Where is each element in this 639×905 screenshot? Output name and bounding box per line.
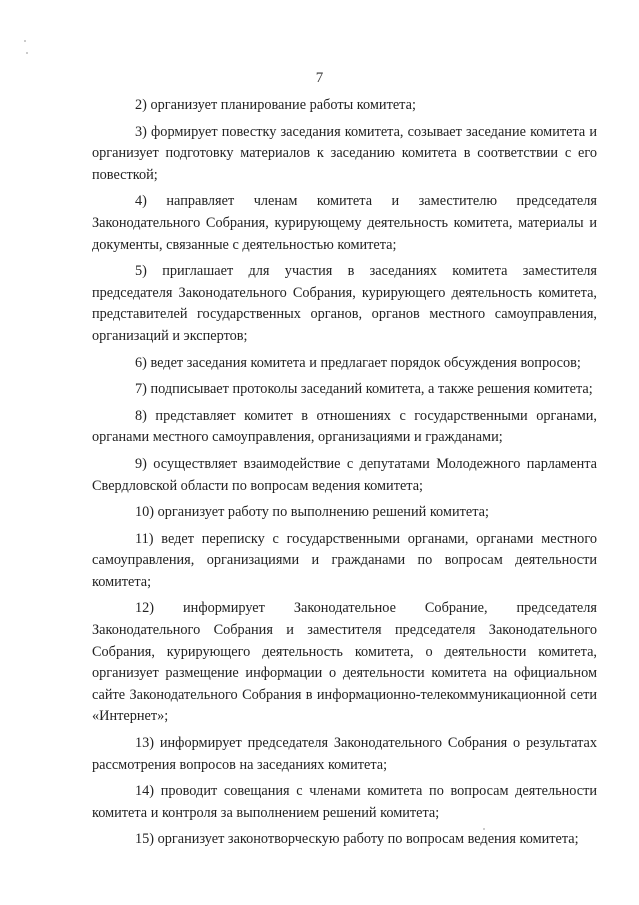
paragraph-item-13: 13) информирует председателя Законодательного Собрания о результатах рассмотрения вопросов на заседаниях комитета;: [92, 735, 597, 773]
scan-speck: [26, 52, 28, 54]
paragraph-item-4: 4) направляет членам комитета и заместителю председателя Законодательного Собрания, курирующему деятельность комитета, материалы и документы, связанные с деятельностью комитета;: [92, 193, 597, 253]
paragraph-item-11: 11) ведет переписку с государственными органами, органами местного самоуправления, организациями и гражданами по вопросам деятельности комитета;: [92, 530, 597, 590]
paragraph-item-8: 8) представляет комитет в отношениях с государственными органами, органами местного самоуправления, организациями и гражданами;: [92, 407, 597, 446]
paragraph-item-6: 6) ведет заседания комитета и предлагает порядок обсуждения вопросов;: [135, 354, 581, 371]
paragraph-item-7: 7) подписывает протоколы заседаний комитета, а также решения комитета;: [135, 381, 593, 398]
paragraph-item-12: 12) информирует Законодательное Собрание, председателя Законодательного Собрания и заместителя председателя Законодательного Собрания, курирующего деятельность комитета, о деятельности комитета, организует размещение информации о деятельности комитета на официальном сайте Законодательного Собрания в информационно-телекоммуникационной сети «Интернет»;: [92, 600, 597, 725]
document-body: [92, 95, 597, 856]
page-number: 7: [315, 70, 324, 86]
scan-speck: [483, 828, 485, 830]
paragraph-item-5: 5) приглашает для участия в заседаниях комитета заместителя председателя Законодательного Собрания, курирующего деятельность комитета, представителей государственных органов, органов местного самоуправления, организаций и экспертов;: [92, 263, 597, 344]
paragraph-item-9: 9) осуществляет взаимодействие с депутатами Молодежного парламента Свердловской области по вопросам ведения комитета;: [92, 455, 597, 494]
paragraph-item-3: 3) формирует повестку заседания комитета, созывает заседание комитета и организует подготовку материалов к заседанию комитета в соответствии с его повесткой;: [92, 123, 597, 183]
paragraph-item-14: 14) проводит совещания с членами комитета по вопросам деятельности комитета и контроля за выполнением решений комитета;: [92, 783, 597, 821]
paragraph-item-2: 2) организует планирование работы комитета;: [135, 97, 416, 113]
scan-speck: [24, 40, 26, 42]
paragraph-item-15: 15) организует законотворческую работу по вопросам ведения комитета;: [135, 831, 579, 848]
paragraph-item-10: 10) организует работу по выполнению решений комитета;: [135, 504, 489, 521]
